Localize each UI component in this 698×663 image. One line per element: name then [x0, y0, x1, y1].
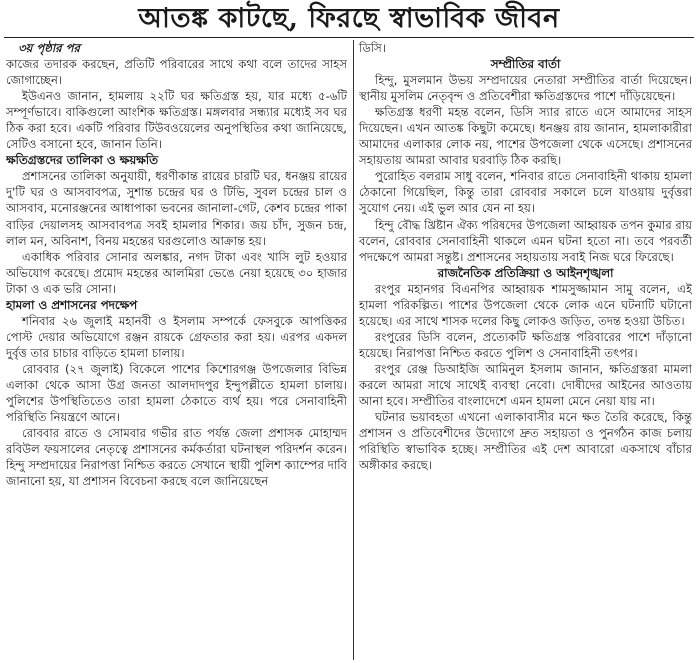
article-column-left [6, 40, 347, 661]
paragraph: ঘটনার ভয়াবহতা এখনো এলাকাবাসীর মনে ক্ষত তৈরি করেছে, কিন্তু প্রশাসন ও প্রতিবেশীদের উদ্যোগে দ্রুত সহায়তা ও পুনর্গঠন কাজ চলায় পরিস্থিতি স্বাভাবিক হচ্ছে। সম্প্রীতির এই দেশ আবারো একসাথে বাঁচার অঙ্গীকার করছে। [359, 410, 692, 473]
paragraph: হিন্দু বৌদ্ধ খ্রিষ্টান ঐক্য পরিষদের উপজেলা আহ্বায়ক তপন কুমার রায় বলেন, রোববার সেনাবাহিনী থাকলে এমন ঘটনা হতো না। তবে পরবর্তী পদক্ষেপে আমরা সন্তুষ্ট। প্রশাসনের সহায়তায় সবাই নিজ ঘরে ফিরেছে। [359, 217, 692, 264]
paragraph: ক্ষতিগ্রস্ত ধরণী মহন্ত বলেন, ডিসি স্যার রাতে এসে আমাদের সাহস দিয়েছেন। এখন আতঙ্ক কিছুটা কমেছে। ধনঞ্জয় রায় জানান, হামলাকারীরা আমাদের এলাকার লোক নয়, পাশের উপজেলা থেকে এসেছে। প্রশাসনের সহায়তায় আমরা আবার ঘরবাড়ি ঠিক করছি। [359, 105, 692, 168]
headline: আতঙ্ক কাটছে, ফিরছে স্বাভাবিক জীবন [138, 3, 560, 34]
paragraph: রংপুর রেঞ্জ ডিআইজি আমিনুল ইসলাম জানান, ক্ষতিগ্রস্তরা মামলা করলে আমরা সাথে সাথেই ব্যবস্থা নেবো। দোষীদের আইনের আওতায় আনা হবে। সম্প্রীতির বাংলাদেশে এমন হামলা মেনে নেয়া যায় না। [359, 361, 692, 409]
paragraph: রোববার (২৭ জুলাই) বিকেলে পাশের কিশোরগঞ্জ উপজেলার বিভিন্ন এলাকা থেকে আসা উগ্র জনতা আলদাদপুর ইন্দুপল্লীতে হামলা চালায়। পুলিশের উপস্থিতিতেও তারা হামলা ঠেকাতে ব্যর্থ হয়। পরে সেনাবাহিনী পরিস্থিতি নিয়ন্ত্রণে আনে। [6, 361, 347, 425]
paragraph: রংপুর মহানগর বিএনপির আহ্বায়ক শামসুজ্জামান সামু বলেন, এই হামলা পরিকল্পিত। পাশের উপজেলা থেকে লোক এনে ঘটনাটি ঘটানো হয়েছে। এর সাথে শাসক দলের কিছু লোকও জড়িত, তদন্ত হওয়া উচিত। [359, 281, 692, 328]
paragraph: রোববার রাতে ও সোমবার গভীর রাত পর্যন্ত জেলা প্রশাসক মোহাম্মদ রবিউল ফয়সালের নেতৃত্বে প্রশাসনের কর্মকর্তারা ঘটনাস্থল পরিদর্শন করেন। হিন্দু সম্প্রদায়ের নিরাপত্তা নিশ্চিত করতে সেখানে স্থায়ী পুলিশ ক্যাম্পের দাবি জানানো হয়, যা প্রশাসন বিবেচনা করছে বলে জানিয়েছেন [6, 426, 347, 489]
section-heading-damage-list: ক্ষতিগ্রস্তদের তালিকা ও ক্ষয়ক্ষতি [6, 153, 158, 168]
paragraph: ইউএনও জানান, হামলায় ২২টি ঘর ক্ষতিগ্রস্ত হয়, যার মধ্যে ৫-৬টি সম্পূর্ণভাবে। বাকিগুলো আংশিক ক্ষতিগ্রস্ত। মঙ্গলবার সন্ধ্যার মধ্যেই সব ঘর ঠিক করা হবে। একটি পরিবার টিউবওয়েলের অনুপস্থিতির কথা জানিয়েছে, সেটিও বসানো হবে, জানান তিনি। [6, 89, 347, 152]
section-heading-harmony: সম্প্রীতির বার্তা [490, 57, 561, 72]
headline-rule [4, 37, 694, 38]
paragraph: হিন্দু, মুসলমান উভয় সম্প্রদায়ের নেতারা সম্প্রীতির বার্তা দিয়েছেন। স্থানীয় মুসলিম নেতৃবৃন্দ ও প্রতিবেশীরা ক্ষতিগ্রস্তদের পাশে দাঁড়িয়েছেন। [359, 73, 692, 104]
paragraph: প্রশাসনের তালিকা অনুযায়ী, ধরণীকান্ত রায়ের চারটি ঘর, ধনঞ্জয় রায়ের দু'টি ঘর ও আসবাবপত্র, সুশান্ত চন্দ্রের ঘর ও টিভি, সুবল চন্দ্রের চাল ও আসবাব, মনোরঞ্জনের আধাপাকা ভবনের জানালা-গেট, কেশব চন্দ্রের পাকা বাড়ির দেয়ালসহ আসবাবপত্র সবই হামলার শিকার। জয় চাঁদ, সুজন চন্দ্র, লাল মন, অবিনাশ, বিনয় মহন্তের ঘরগুলোও আক্রান্ত হয়। [6, 169, 347, 248]
article-column-right [359, 40, 692, 661]
section-heading-politics: রাজনৈতিক প্রতিক্রিয়া ও আইনশৃঙ্খলা [437, 265, 614, 280]
jump-line: ৩য় পৃষ্ঠার পর [18, 41, 80, 55]
section-heading-attack-admin: হামলা ও প্রশাসনের পদক্ষেপ [6, 297, 138, 312]
paragraph: ডিসি। [359, 41, 386, 55]
paragraph: কাজের তদারক করছেন, প্রতিটি পরিবারের সাথে কথা বলে তাদের সাহস জোগাচ্ছেন। [6, 57, 347, 88]
paragraph: শনিবার ২৬ জুলাই মহানবী ও ইসলাম সম্পর্কে ফেসবুকে আপত্তিকর পোস্ট দেয়ার অভিযোগে রঞ্জন রায়কে গ্রেফতার করা হয়। এরপর একদল দুর্বৃত্ত তার চাচার বাড়িতে হামলা চালায়। [6, 313, 347, 360]
paragraph: পুরোহিত বলরাম সাধু বলেন, শনিবার রাতে সেনাবাহিনী থাকায় হামলা ঠেকানো গিয়েছিল, কিন্তু তারা রোববার সকালে চলে যাওয়ায় দুর্বৃত্তরা সুযোগ নেয়। এই ভুল আর যেন না হয়। [359, 169, 692, 216]
paragraph: রংপুরের ডিসি বলেন, প্রত্যেকটি ক্ষতিগ্রস্ত পরিবারের পাশে দাঁড়ানো হয়েছে। নিরাপত্তা নিশ্চিত করতে পুলিশ ও সেনাবাহিনী তৎপর। [359, 329, 692, 360]
paragraph: একাধিক পরিবার সোনার অলঙ্কার, নগদ টাকা এবং খাসি লুট হওয়ার অভিযোগ করেছে। প্রমোদ মহন্তের আলমিরা ভেঙে নেয়া হয়েছে ৩০ হাজার টাকা ও এক ভরি সোনা। [6, 249, 347, 296]
column-divider [353, 40, 354, 660]
